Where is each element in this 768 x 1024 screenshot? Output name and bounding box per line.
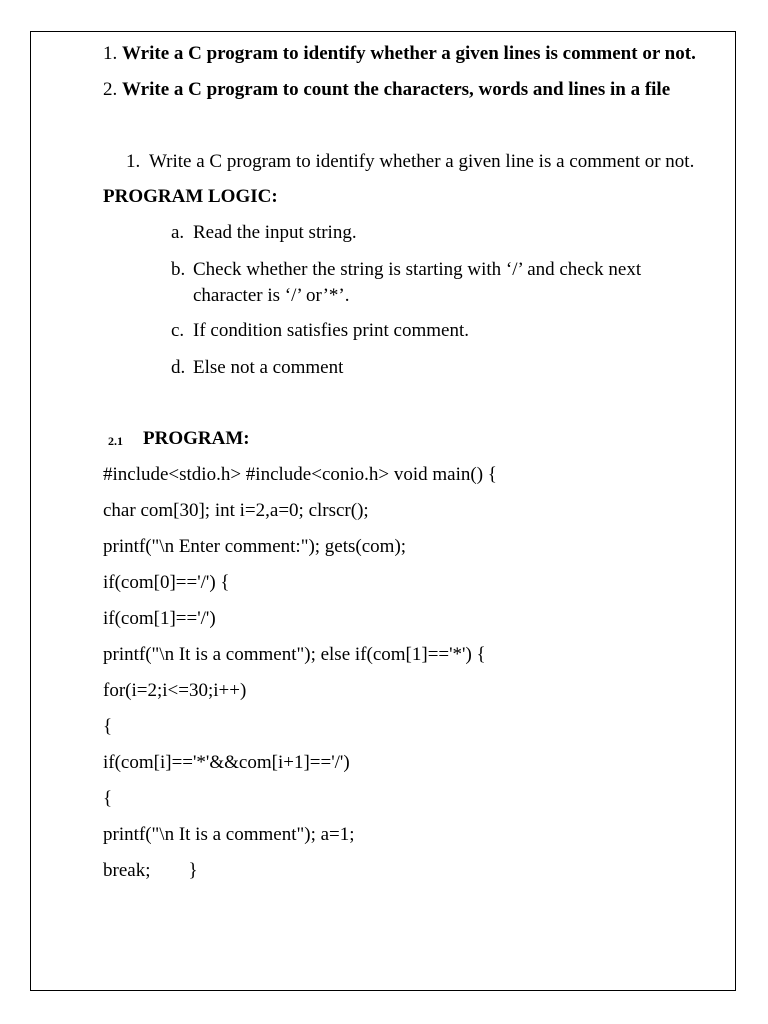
header-item-1 (103, 43, 696, 65)
logic-step-b-text-line-2: character is ‘/’ or’*’. (193, 285, 350, 306)
code-line-7: for(i=2;i<=30;i++) (103, 680, 247, 701)
logic-step-d-text: Else not a comment (193, 357, 344, 378)
code-line-12: break; } (103, 860, 198, 881)
code-line-2: char com[30]; int i=2,a=0; clrscr(); (103, 500, 369, 521)
logic-step-c-letter: c. (171, 320, 185, 341)
code-line-5: if(com[1]=='/') (103, 608, 216, 629)
logic-step-d-letter: d. (171, 357, 186, 378)
header-item-1-text: Write a C program to identify whether a given lines is comment or not. (122, 43, 696, 64)
section-1-number: 1. (126, 151, 141, 172)
logic-step-b-text-line-1: Check whether the string is starting with ‘/’ and check next (193, 259, 642, 280)
code-line-11: printf("\n It is a comment"); a=1; (103, 824, 355, 845)
program-heading: PROGRAM: (143, 428, 250, 449)
program-section-number: 2.1 (108, 434, 123, 448)
code-line-6: printf("\n It is a comment"); else if(com[1]=='*') { (103, 644, 486, 665)
code-line-1: #include<stdio.h> #include<conio.h> void main() { (103, 464, 497, 485)
logic-step-a-letter: a. (171, 222, 185, 243)
header-item-2-text: Write a C program to count the characters, words and lines in a file (122, 79, 671, 100)
code-line-3: printf("\n Enter comment:"); gets(com); (103, 536, 407, 557)
section-1-text: Write a C program to identify whether a given line is a comment or not. (149, 151, 695, 172)
code-line-10: { (103, 788, 113, 809)
program-logic-heading: PROGRAM LOGIC: (103, 186, 278, 207)
logic-step-b-letter: b. (171, 259, 186, 280)
logic-step-c-text: If condition satisfies print comment. (193, 320, 469, 341)
header-item-1-number: 1. (103, 43, 118, 64)
code-line-8: { (103, 716, 113, 737)
section-1-title (126, 151, 694, 173)
code-line-4: if(com[0]=='/') { (103, 572, 230, 593)
header-item-2 (103, 79, 670, 101)
logic-step-a-text: Read the input string. (193, 222, 357, 243)
header-item-2-number: 2. (103, 79, 118, 100)
code-line-9: if(com[i]=='*'&&com[i+1]=='/') (103, 752, 350, 773)
